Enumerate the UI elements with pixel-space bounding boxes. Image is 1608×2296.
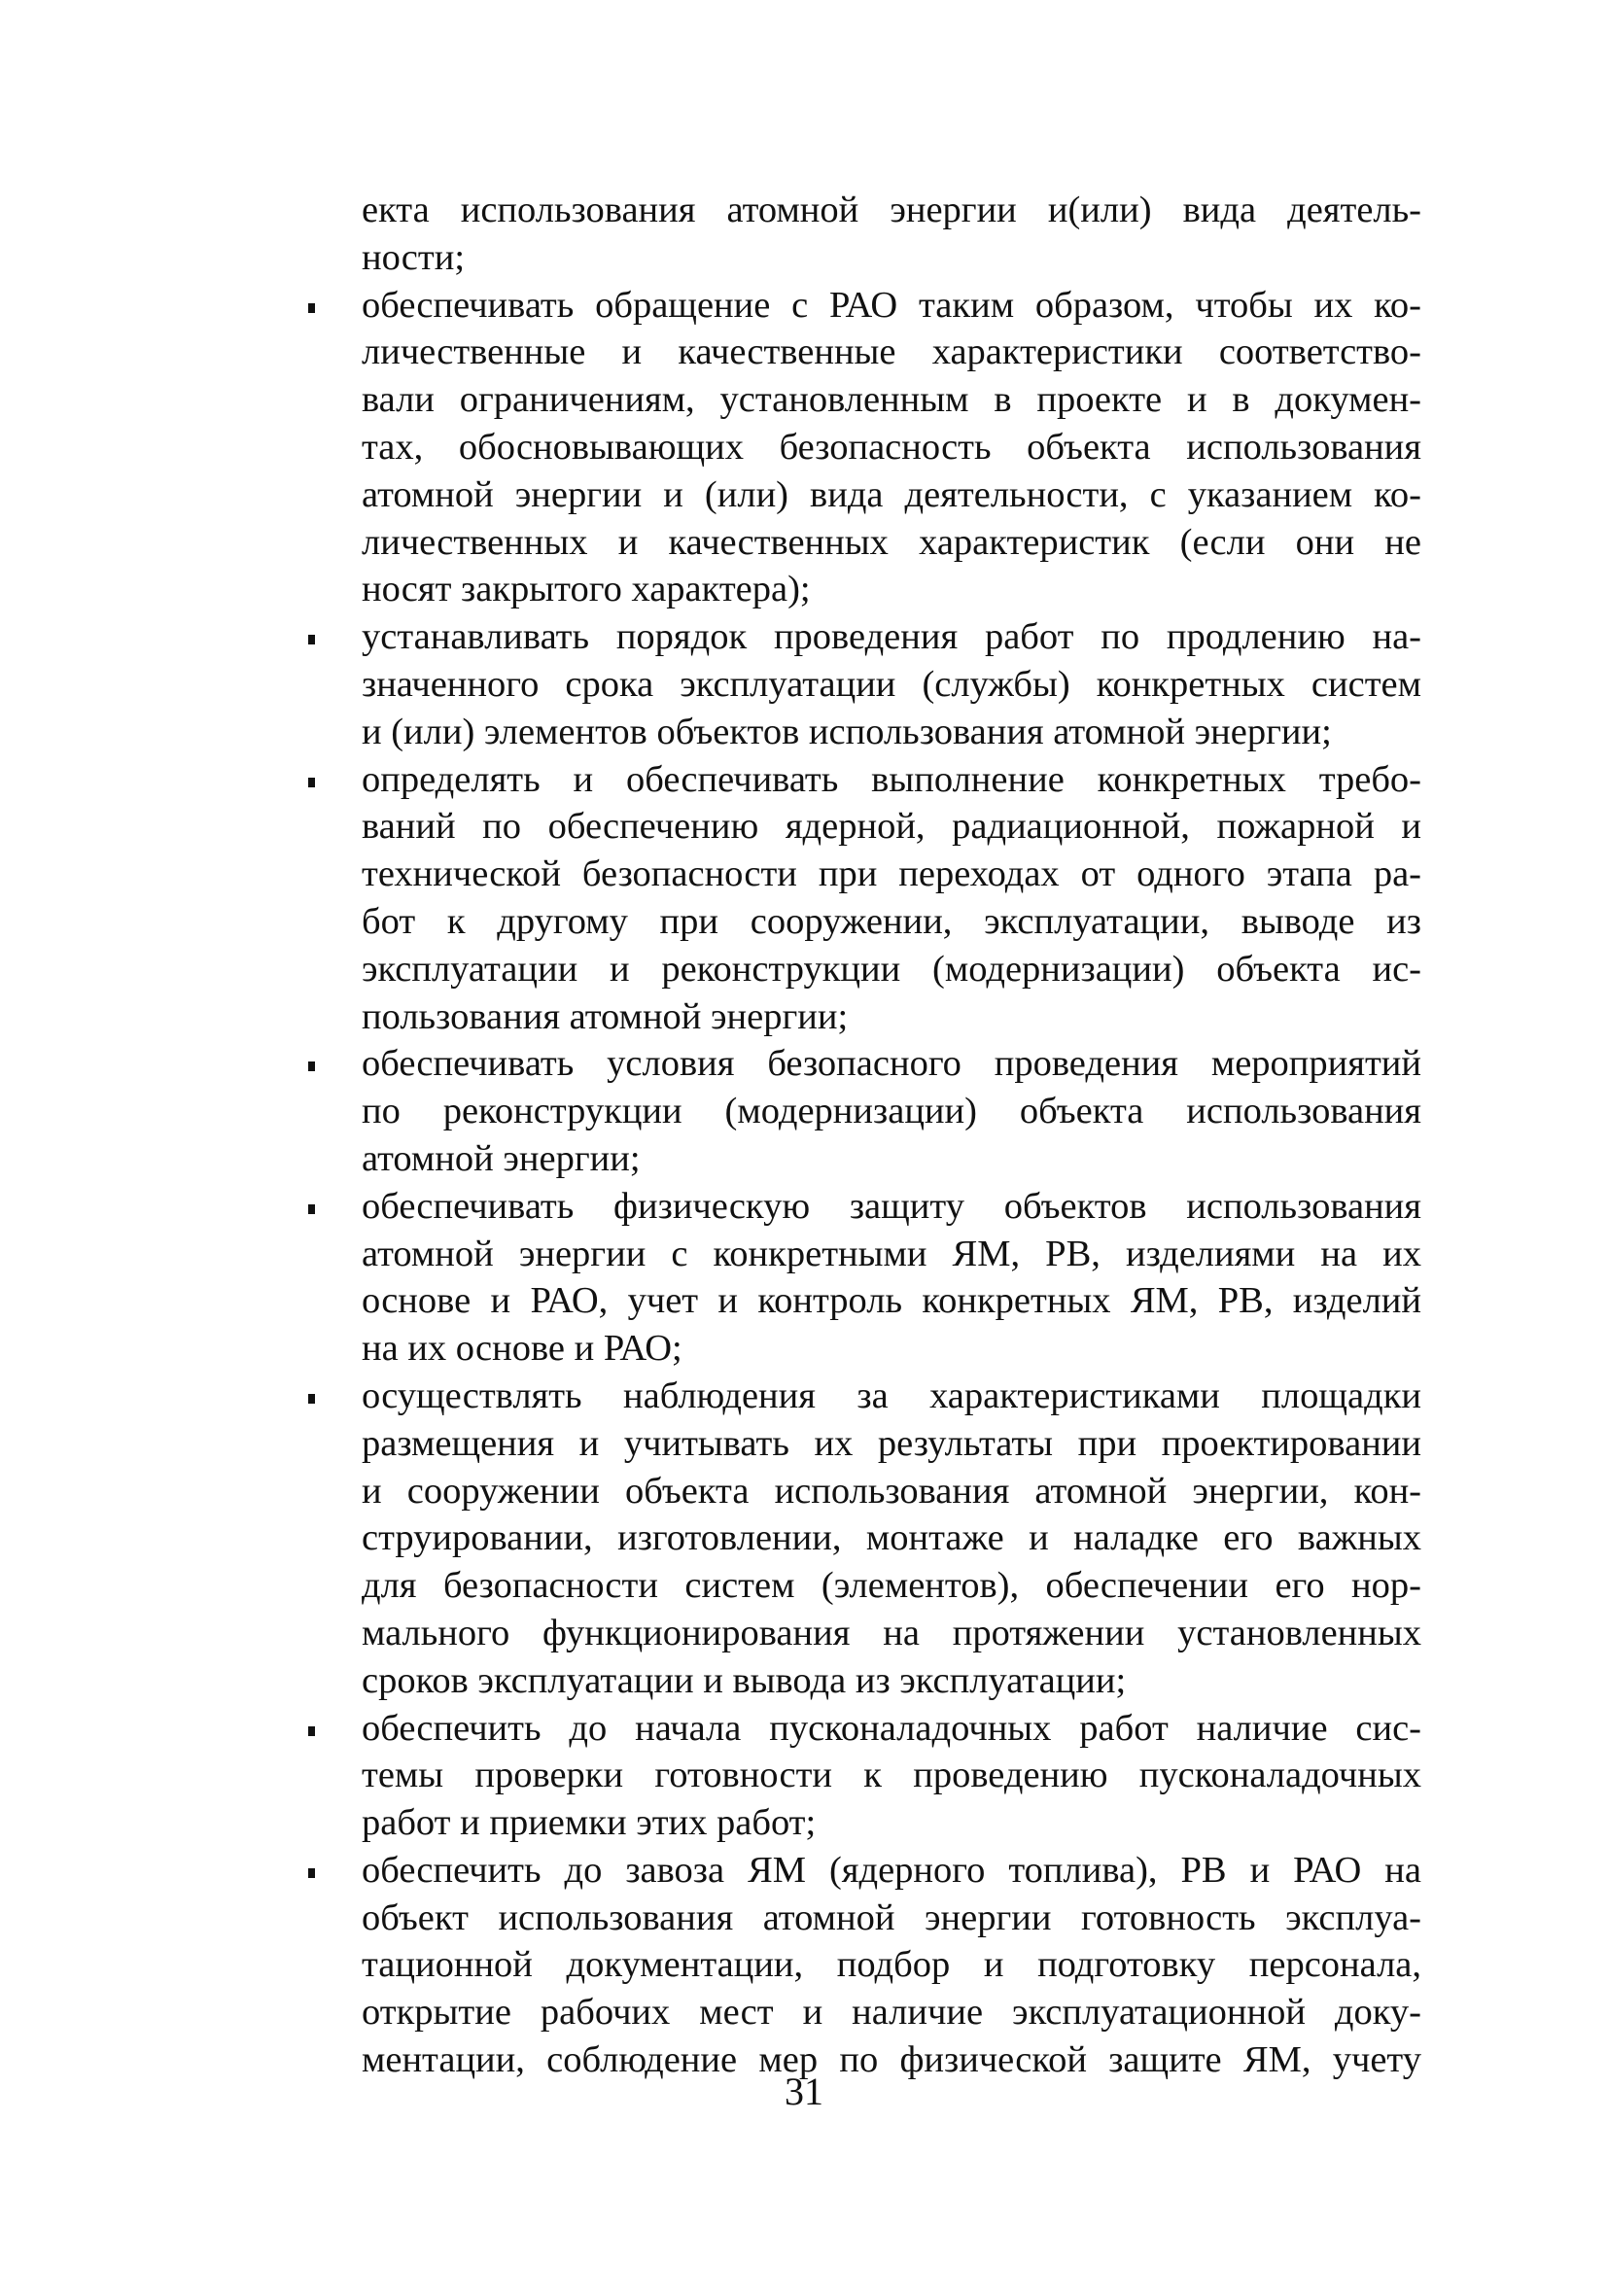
text-line: устанавливать порядок проведения работ по продлению на- [362, 616, 1421, 658]
text-line: эксплуатации и реконструкции (модернизации) объекта ис- [362, 948, 1421, 990]
text-line: бот к другому при сооружении, эксплуатации, выводе из [362, 900, 1421, 942]
text-line: обеспечить до начала пусконаладочных работ наличие сис- [362, 1707, 1421, 1749]
text-line: вали ограничениям, установленным в проекте и в докумен- [362, 379, 1421, 421]
text-line: темы проверки готовности к проведению пусконаладочных [362, 1755, 1421, 1796]
text-line: объект использования атомной энергии готовность эксплуа- [362, 1896, 1421, 1938]
bullet-marker [308, 1061, 315, 1071]
list-item [362, 1183, 1421, 1373]
text-line: осуществлять наблюдения за характеристиками площадки [362, 1374, 1421, 1416]
text-line: ности; [362, 236, 466, 278]
text-line: пользования атомной энергии; [362, 995, 849, 1037]
text-line: ментации, соблюдение мер по физической защите ЯМ, учету [362, 2039, 1421, 2081]
text-line: екта использования атомной энергии и(или) вида деятель- [362, 190, 1421, 230]
text-line: на их основе и РАО; [362, 1328, 682, 1370]
bullet-marker [308, 1394, 315, 1404]
text-line: основе и РАО, учет и контроль конкретных ЯМ, РВ, изделий [362, 1280, 1421, 1322]
text-line: технической безопасности при переходах от одного этапа ра- [362, 853, 1421, 895]
text-line: носят закрытого характера); [362, 569, 811, 610]
text-line: определять и обеспечивать выполнение конкретных требо- [362, 758, 1421, 800]
list-item [362, 1040, 1421, 1182]
text-line: ваний по обеспечению ядерной, радиационной, пожарной и [362, 806, 1421, 848]
text-line: значенного срока эксплуатации (службы) конкретных систем [362, 663, 1421, 705]
text-line: и сооружении объекта использования атомной энергии, кон- [362, 1470, 1421, 1512]
text-line: открытие рабочих мест и наличие эксплуатационной доку- [362, 1992, 1421, 2034]
text-line: атомной энергии с конкретными ЯМ, РВ, изделиями на их [362, 1233, 1421, 1274]
list-item [362, 1705, 1421, 1847]
text-line: работ и приемки этих работ; [362, 1802, 817, 1844]
text-line: размещения и учитывать их результаты при проектировании [362, 1422, 1421, 1464]
text-line: и (или) элементов объектов использования атомной энергии; [362, 711, 1332, 752]
text-line: личественных и качественных характеристик (если они не [362, 521, 1421, 563]
page-number: 31 [785, 2070, 823, 2113]
text-line: струировании, изготовлении, монтаже и наладке его важных [362, 1517, 1421, 1559]
continuation-paragraph [362, 187, 1421, 282]
text-line: мального функционирования на протяжении установленных [362, 1612, 1421, 1653]
bullet-marker [308, 778, 315, 787]
bullet-marker [308, 1726, 315, 1736]
list-item [362, 282, 1421, 614]
bullet-marker [308, 635, 315, 644]
text-line: для безопасности систем (элементов), обеспечении его нор- [362, 1565, 1421, 1607]
list-item [362, 1373, 1421, 1705]
list-item [362, 756, 1421, 1041]
text-line: сроков эксплуатации и вывода из эксплуатации; [362, 1659, 1127, 1701]
bullet-marker [308, 303, 315, 313]
text-line: обеспечивать обращение с РАО таким образом, чтобы их ко- [362, 284, 1421, 326]
text-line: обеспечивать физическую защиту объектов использования [362, 1185, 1421, 1227]
text-line: тационной документации, подбор и подготовку персонала, [362, 1944, 1421, 1986]
bullet-marker [308, 1868, 315, 1878]
list-item [362, 1847, 1421, 2084]
page-body [362, 187, 1421, 2084]
text-line: обеспечить до завоза ЯМ (ядерного топлива), РВ и РАО на [362, 1849, 1421, 1891]
text-line: тах, обосновывающих безопасность объекта использования [362, 426, 1421, 468]
text-line: атомной энергии; [362, 1137, 641, 1179]
bullet-marker [308, 1204, 315, 1214]
text-line: атомной энергии и (или) вида деятельности, с указанием ко- [362, 473, 1421, 515]
text-line: личественные и качественные характеристики соответство- [362, 331, 1421, 373]
text-line: по реконструкции (модернизации) объекта использования [362, 1091, 1421, 1132]
text-line: обеспечивать условия безопасного проведения мероприятий [362, 1043, 1421, 1085]
list-item [362, 613, 1421, 755]
